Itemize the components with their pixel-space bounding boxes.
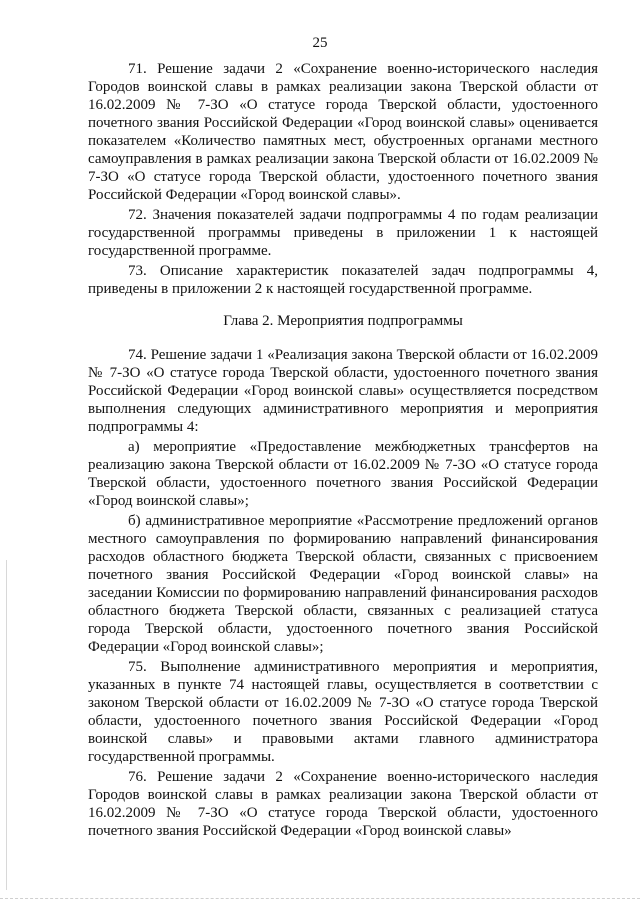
paragraph-74-b: б) административное мероприятие «Рассмотрение предложений органов местного самоуправления по формированию направлений финансирования расходов областного бюджета Тверской области, связанных с присвоением почетного звания Российской Федерации «Город воинской славы» на заседании Комиссии по формированию направлений финансирования расходов областного бюджета Тверской области, связанных с реализацией статуса города Тверской области, удостоенного почетного звания Российской Федерации «Город воинской славы»; — [88, 513, 598, 655]
document-body — [88, 60, 598, 842]
chapter-title: Глава 2. Мероприятия подпрограммы — [223, 313, 463, 329]
page-number: 25 — [312, 35, 328, 51]
paragraph-72: 72. Значения показателей задачи подпрограммы 4 по годам реализации государственной программы приведены в приложении 1 к настоящей государственной программе. — [88, 207, 598, 259]
paragraph-75: 75. Выполнение административного мероприятия и мероприятия, указанных в пункте 74 настоящей главы, осуществляется в соответствии с законом Тверской области от 16.02.2009 № 7-ЗО «О статусе города Тверской области, удостоенного почетного звания Российской Федерации «Город воинской славы» и правовыми актами главного администратора государственной программы. — [88, 659, 598, 765]
paragraph-74: 74. Решение задачи 1 «Реализация закона Тверской области от 16.02.2009 № 7-ЗО «О статусе города Тверской области, удостоенного почетного звания Российской Федерации «Город воинской славы» осуществляется посредством выполнения следующих административного мероприятия и мероприятия подпрограммы 4: — [88, 347, 598, 435]
scan-edge-line — [6, 560, 7, 890]
paragraph-76: 76. Решение задачи 2 «Сохранение военно-исторического наследия Городов воинской славы в рамках реализации закона Тверской области от 16.02.2009 № 7-ЗО «О статусе города Тверской области, удостоенного почетного звания Российской Федерации «Город воинской славы» — [88, 769, 598, 839]
paragraph-74-a: а) мероприятие «Предоставление межбюджетных трансфертов на реализацию закона Тверской области от 16.02.2009 № 7-ЗО «О статусе города Тверской области, удостоенного почетного звания Российской Федерации «Город воинской славы»; — [88, 439, 598, 509]
paragraph-73: 73. Описание характеристик показателей задач подпрограммы 4, приведены в приложении 2 к настоящей государственной программе. — [88, 263, 598, 297]
paragraph-71: 71. Решение задачи 2 «Сохранение военно-исторического наследия Городов воинской славы в рамках реализации закона Тверской области от 16.02.2009 № 7-ЗО «О статусе города Тверской области, удостоенного почетного звания Российской Федерации «Город воинской славы» оценивается показателем «Количество памятных мест, обустроенных органами местного самоуправления в рамках реализации закона Тверской области от 16.02.2009 № 7-ЗО «О статусе города Тверской области, удостоенного почетного звания Российской Федерации «Город воинской славы». — [88, 61, 598, 203]
scan-bottom-edge — [0, 898, 640, 900]
